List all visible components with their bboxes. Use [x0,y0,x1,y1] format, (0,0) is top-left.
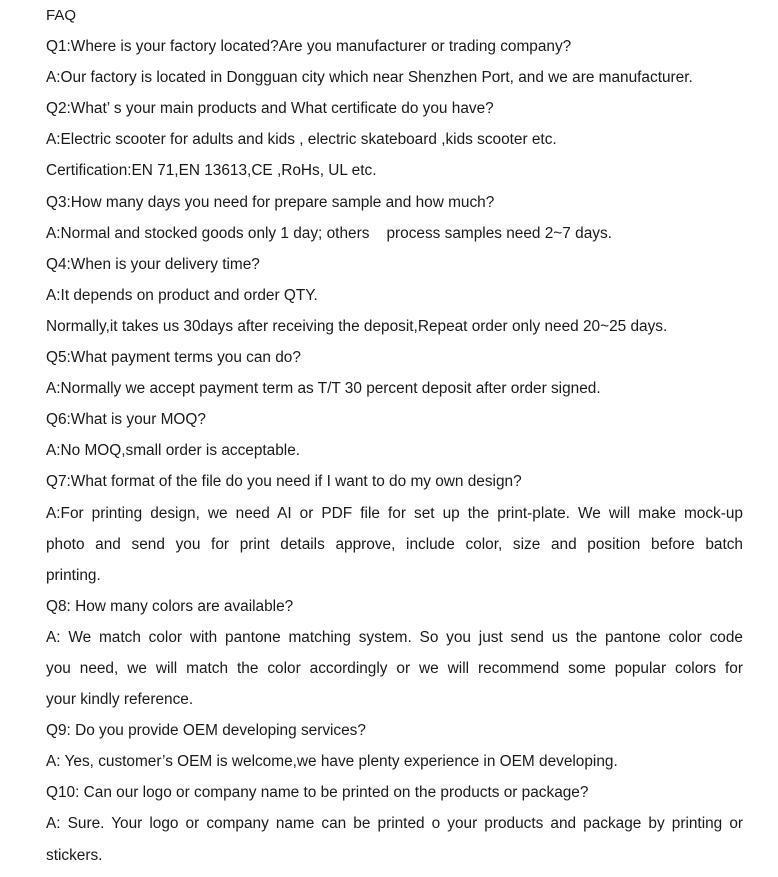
answer-6: A:No MOQ,small order is acceptable. [46,442,301,460]
answer-2-certification: Certification:EN 71,EN 13613,CE ,RoHs, UL etc. [46,162,377,180]
answer-9: A: Yes, customer’s OEM is welcome,we have plenty experience in OEM developing. [46,753,618,771]
question-2: Q2:What’ s your main products and What certificate do you have? [46,100,494,118]
answer-5: A:Normally we accept payment term as T/T 30 percent deposit after order signed. [46,380,601,398]
answer-8-line-3: your kindly reference. [46,691,194,709]
answer-3: A:Normal and stocked goods only 1 day; others process samples need 2~7 days. [46,224,612,242]
question-6: Q6:What is your MOQ? [46,411,206,429]
question-8: Q8: How many colors are available? [46,597,294,615]
question-1: Q1:Where is your factory located?Are you manufacturer or trading company? [46,38,572,56]
faq-document [46,0,743,871]
answer-1: A:Our factory is located in Dongguan city which near Shenzhen Port, and we are manufacturer. [46,69,693,87]
answer-4-continued: Normally,it takes us 30days after receiving the deposit,Repeat order only need 20~25 days. [46,317,668,335]
answer-7-line-1: A:For printing design, we need AI or PDF file for set up the print-plate. We will make mock-up [46,504,743,522]
answer-10-line-1: A: Sure. Your logo or company name can be printed o your products and package by printing or [46,815,743,833]
question-10: Q10: Can our logo or company name to be printed on the products or package? [46,784,589,802]
answer-10-line-2: stickers. [46,846,103,864]
answer-8-line-2: you need, we will match the color accordingly or we will recommend some popular colors for [46,659,743,677]
faq-heading: FAQ [46,7,77,24]
question-7: Q7:What format of the file do you need if I want to do my own design? [46,473,522,491]
question-5: Q5:What payment terms you can do? [46,349,301,367]
question-3: Q3:How many days you need for prepare sample and how much? [46,193,495,211]
question-9: Q9: Do you provide OEM developing services? [46,722,366,740]
answer-2: A:Electric scooter for adults and kids , electric skateboard ,kids scooter etc. [46,131,557,149]
answer-7-line-3: printing. [46,566,101,584]
question-4: Q4:When is your delivery time? [46,255,260,273]
answer-8-line-1: A: We match color with pantone matching system. So you just send us the pantone color code [46,628,743,646]
answer-7-line-2: photo and send you for print details approve, include color, size and position before batch [46,535,743,553]
answer-4: A:It depends on product and order QTY. [46,286,318,304]
